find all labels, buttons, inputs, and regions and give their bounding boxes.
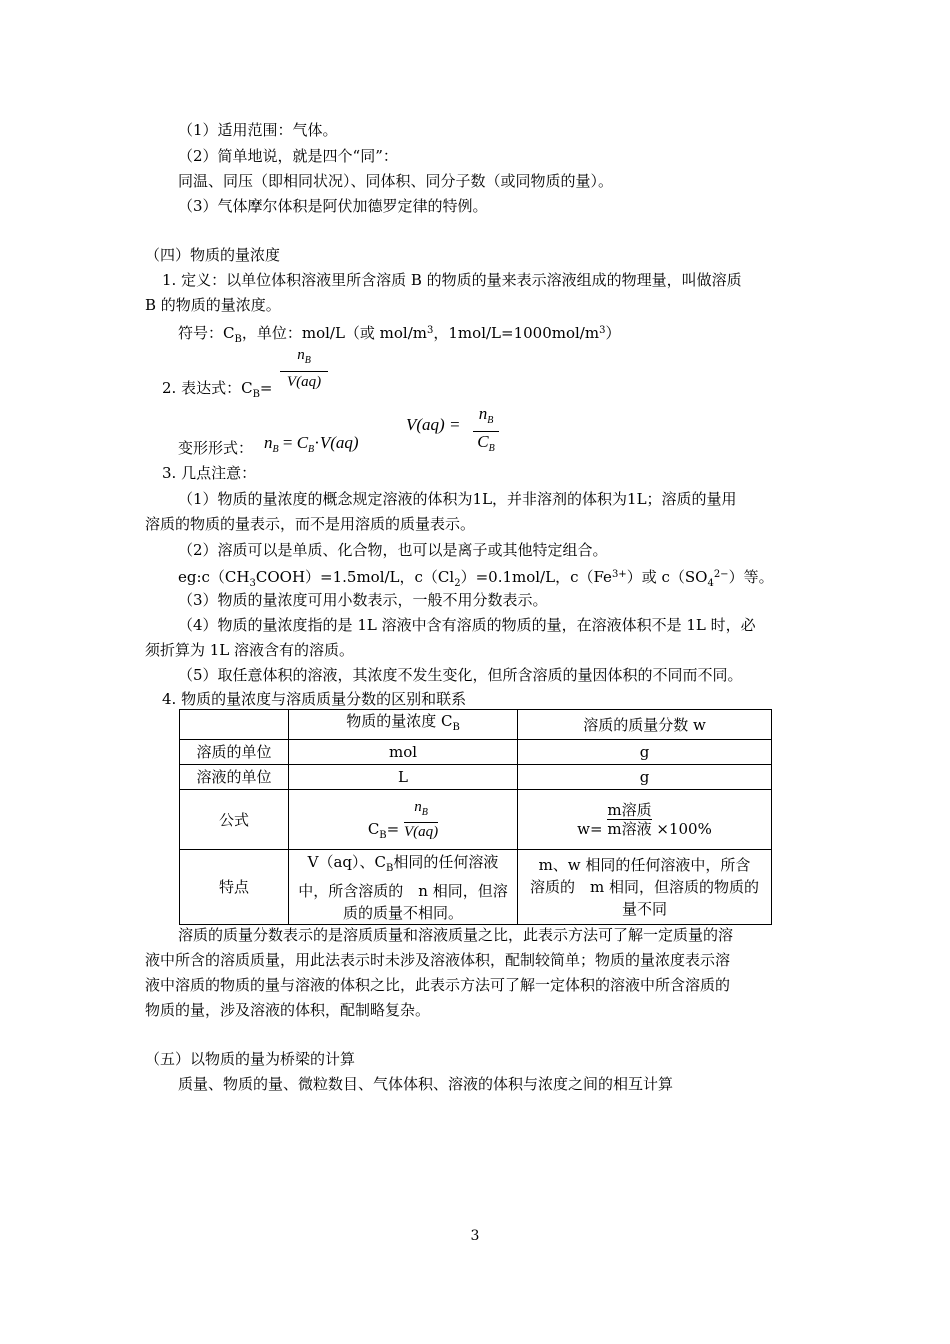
section-heading: （四）物质的量浓度 [145,246,281,264]
text-line: 3. 几点注意： [162,464,257,482]
text-line: （3）物质的量浓度可用小数表示，一般不用分数表示。 [178,591,548,609]
expression-label: 2. 表达式：$C_B=$ [162,379,273,400]
symbol-line: 符号：$C_B$，单位：mol/L（或 mol/$m^3$，$1mol/L=1000mol/m^3$） [178,324,621,345]
text-line: 同温、同压（即相同状况）、同体积、同分子数（或同物质的量）。 [178,172,614,190]
text-line: （4）物质的量浓度指的是 1L 溶液中含有溶质的物质的量，在溶液体积不是 1L 时，必 [178,616,756,634]
row-label: 溶液的单位 [180,765,289,790]
table-header-cb: 物质的量浓度 $C_B$ [289,710,518,740]
table-cell: L [289,765,518,790]
text-line: 质量、物质的量、微粒数目、气体体积、溶液的体积与浓度之间的相互计算 [178,1075,674,1093]
text-line: 溶质的物质的量表示，而不是用溶质的质量表示。 [145,515,476,533]
text-line: 溶质的质量分数表示的是溶质质量和溶液质量之比，此表示方法可了解一定质量的溶 [178,926,734,944]
table-cell: g [518,740,772,765]
formula-cell-w: w= m溶质 m溶液 ×100% [518,790,772,850]
text-line: 液中溶质的物质的量与溶液的体积之比，此表示方法可了解一定体积的溶液中所含溶质的 [145,976,731,994]
table-cell: g [518,765,772,790]
fraction-n-over-v: $n_B$ V(aq) [280,345,328,392]
fraction-n-over-c: $n_B$ $C_B$ [473,404,499,459]
example-line: $eg:c(CH_3COOH)=1.5mol/L$，$c(Cl_2)=0.1mol/L$，$c(Fe^{3+})$或 $c(SO_4^{2-})$等。 [178,568,774,589]
text-line: B 的物质的量浓度。 [145,296,281,314]
text-line: （5）取任意体积的溶液，其浓度不发生变化，但所含溶质的量因体积的不同而不同。 [178,666,743,684]
table-row [180,710,772,740]
text-line: （3）气体摩尔体积是阿伏加德罗定律的特例。 [178,197,488,215]
text-line: 液中所含的溶质质量，用此法表示时未涉及溶液体积，配制较简单；物质的量浓度表示溶 [145,951,731,969]
text-line: （1）物质的量浓度的概念规定溶液的体积为1L，并非溶剂的体积为1L；溶质的量用 [178,490,737,508]
feature-cell-cb: V（aq）、$C_B$相同的任何溶液 中，所含溶质的 n 相同，但溶 质的质量不相同。 [289,850,518,925]
transform-formula-1: $n_B = C_B\cdot V(aq)$ [264,433,359,455]
transform-formula-2: V(aq) = [406,415,461,434]
row-label: 特点 [180,850,289,925]
table-header-w: 溶质的质量分数 w [518,710,772,740]
page-number: 3 [470,1228,480,1244]
table-row [180,740,772,765]
feature-cell-w: m、w 相同的任何溶液中，所含 溶质的 m 相同，但溶质的物质的 量不同 [518,850,772,925]
table-row [180,790,772,850]
text-line: （2）溶质可以是单质、化合物，也可以是离子或其他特定组合。 [178,541,608,559]
text-line: （1）适用范围：气体。 [178,121,338,139]
row-label: 公式 [180,790,289,850]
formula-cell-cb: $C_B=$ $\frac{n_B}{V(aq)}$ [289,790,518,850]
row-label: 溶质的单位 [180,740,289,765]
text-line: 1. 定义：以单位体积溶液里所含溶质 B 的物质的量来表示溶液组成的物理量，叫做溶质 [162,271,742,289]
text-line: （2）简单地说，就是四个“同”： [178,147,398,165]
table-cell: mol [289,740,518,765]
transform-label: 变形形式： [178,439,254,457]
text-line: 物质的量，涉及溶液的体积，配制略复杂。 [145,1001,431,1019]
table-row [180,765,772,790]
comparison-table [179,709,772,925]
text-line: 须折算为 1L 溶液含有的溶质。 [145,641,355,659]
table-row [180,850,772,925]
text-line: 4. 物质的量浓度与溶质质量分数的区别和联系 [162,690,467,708]
section-heading: （五）以物质的量为桥梁的计算 [145,1050,356,1068]
